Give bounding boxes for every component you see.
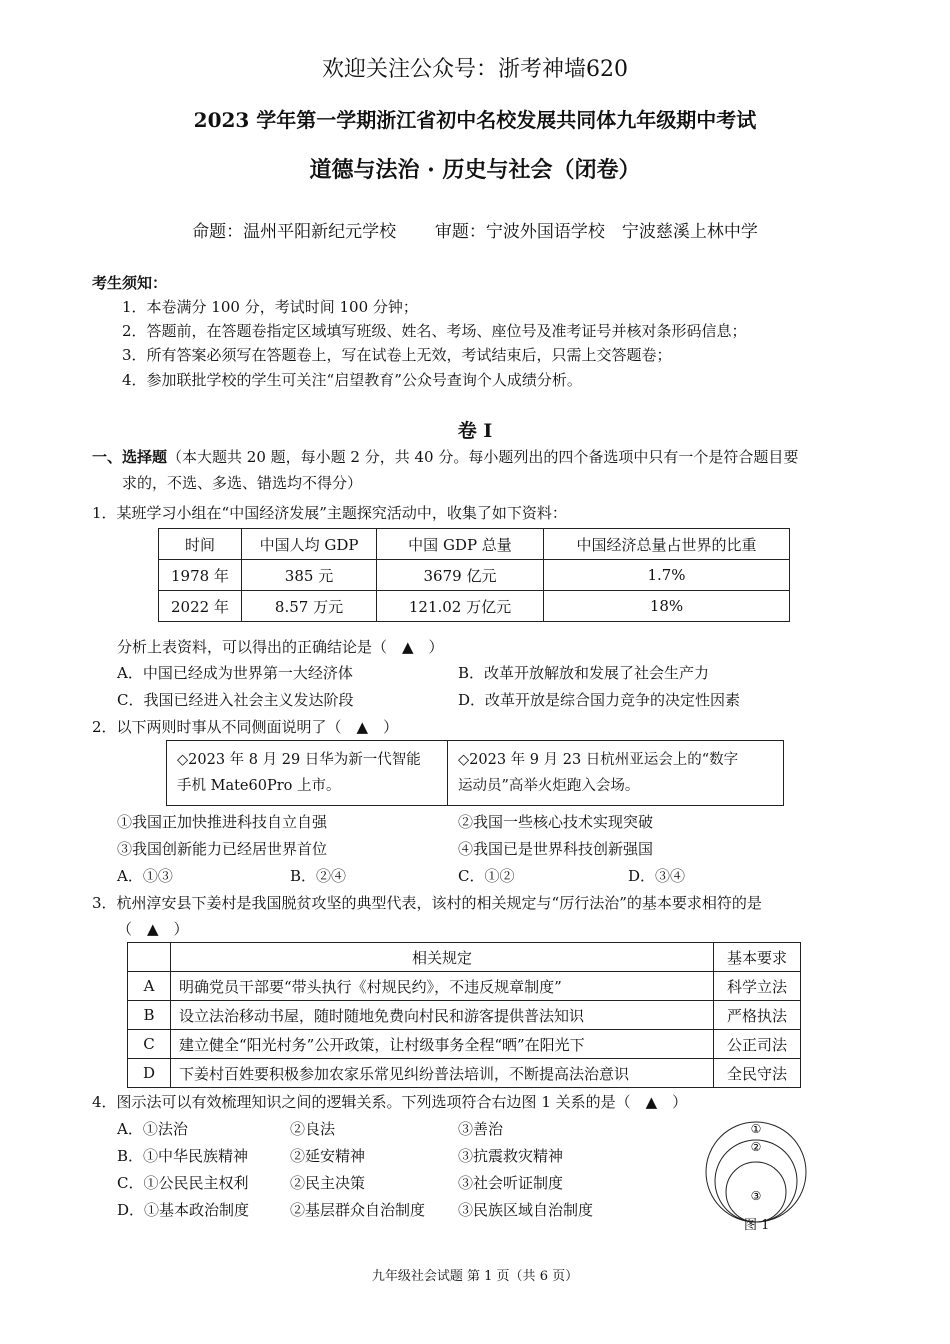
q1-cell: 1978 年 xyxy=(159,560,242,591)
volume-label: 卷 Ⅰ xyxy=(457,420,493,442)
q1-option-c: C．我国已经进入社会主义发达阶段 xyxy=(117,691,354,709)
notice-item: 4．参加联批学校的学生可关注“启望教育”公众号查询个人成绩分析。 xyxy=(122,371,582,389)
q3-cell: 全民守法 xyxy=(714,1059,801,1088)
q2-option-a: A．①③ xyxy=(117,867,173,885)
q2-statement: ①我国正加快推进科技自立自强 xyxy=(117,813,328,831)
q1-cell: 1.7% xyxy=(544,560,790,591)
q2-statement: ③我国创新能力已经居世界首位 xyxy=(117,840,328,858)
figure-caption: 图 1 xyxy=(744,1218,770,1233)
notice-item: 3．所有答案必须写在答题卷上，写在试卷上无效，考试结束后，只需上交答题卷； xyxy=(122,346,672,364)
q4-option-d-1: D．①基本政治制度 xyxy=(117,1201,250,1219)
notice-item: 1．本卷满分 100 分，考试时间 100 分钟； xyxy=(122,298,418,316)
q2-news-2-line1: ◇2023 年 9 月 23 日杭州亚运会上的“数字 xyxy=(458,752,739,768)
q3-cell: 建立健全“阳光村务”公开政策，让村级事务全程“晒”在阳光下 xyxy=(171,1030,714,1059)
q3-header: 基本要求 xyxy=(714,943,801,972)
q1-cell: 121.02 万亿元 xyxy=(377,591,544,622)
q2-option-b: B．②④ xyxy=(290,867,347,885)
q3-cell: 明确党员干部要“带头执行《村规民约》，不违反规章制度” xyxy=(171,972,714,1001)
q4-option-b-1: B．①中华民族精神 xyxy=(117,1147,249,1165)
q1-option-b: B．改革开放解放和发展了社会生产力 xyxy=(458,664,710,682)
q1-option-a: A．中国已经成为世界第一大经济体 xyxy=(117,664,353,682)
q1-stem: 1．某班学习小组在“中国经济发展”主题探究活动中，收集了如下资料： xyxy=(92,504,567,522)
q2-statement: ②我国一些核心技术实现突破 xyxy=(458,813,654,831)
q4-option-a-1: A．①法治 xyxy=(117,1120,188,1138)
proposer: 命题：温州平阳新纪元学校 xyxy=(192,222,397,242)
q3-stem-cont: （ ▲ ） xyxy=(117,920,189,938)
q4-option-c-2: ②民主决策 xyxy=(290,1174,366,1192)
notice-heading: 考生须知： xyxy=(92,274,168,292)
exam-title: 2023 学年第一学期浙江省初中名校发展共同体九年级期中考试 xyxy=(193,108,757,132)
q2-news-table xyxy=(166,740,784,806)
section-desc: （本大题共 20 题，每小题 2 分，共 40 分。每小题列出的四个备选项中只有一个是符合题目要 xyxy=(167,448,799,466)
q1-cell: 18% xyxy=(544,591,790,622)
q1-header: 中国人均 GDP xyxy=(242,529,377,560)
q2-option-c: C．①② xyxy=(458,867,515,885)
q3-cell: C xyxy=(128,1030,171,1059)
watermark: 欢迎关注公众号：浙考神墙620 xyxy=(322,57,628,82)
q4-option-b-3: ③抗震救灾精神 xyxy=(458,1147,564,1165)
q3-cell: D xyxy=(128,1059,171,1088)
q1-header: 时间 xyxy=(159,529,242,560)
q1-question: 分析上表资料，可以得出的正确结论是（ ▲ ） xyxy=(117,638,444,656)
q3-stem: 3．杭州淳安县下姜村是我国脱贫攻坚的典型代表，该村的相关规定与“厉行法治”的基本要求相符的是 xyxy=(92,894,762,912)
q1-cell: 2022 年 xyxy=(159,591,242,622)
q2-statement: ④我国已是世界科技创新强国 xyxy=(458,840,654,858)
q1-cell: 385 元 xyxy=(242,560,377,591)
q1-header: 中国 GDP 总量 xyxy=(377,529,544,560)
exam-subtitle: 道德与法治 · 历史与社会（闭卷） xyxy=(309,157,641,183)
notice-item: 2．答题前，在答题卷指定区域填写班级、姓名、考场、座位号及准考证号并核对条形码信息； xyxy=(122,322,747,340)
q2-news-1-line1: ◇2023 年 8 月 29 日华为新一代智能 xyxy=(177,752,421,768)
section-header xyxy=(92,446,798,467)
q2-news-1 xyxy=(167,741,448,806)
q3-cell: B xyxy=(128,1001,171,1030)
q1-table xyxy=(158,528,790,622)
section-desc-2: 求的，不选、多选、错选均不得分） xyxy=(122,474,363,492)
q1-cell: 8.57 万元 xyxy=(242,591,377,622)
q3-cell: A xyxy=(128,972,171,1001)
q4-option-c-3: ③社会听证制度 xyxy=(458,1174,564,1192)
q2-news-2-line2: 运动员”高举火炬跑入会场。 xyxy=(458,778,640,794)
authors xyxy=(0,217,950,242)
q4-option-a-2: ②良法 xyxy=(290,1120,336,1138)
q2-stem: 2．以下两则时事从不同侧面说明了（ ▲ ） xyxy=(92,718,399,736)
q4-option-c-1: C．①公民民主权利 xyxy=(117,1174,249,1192)
q4-option-d-2: ②基层群众自治制度 xyxy=(290,1201,426,1219)
q2-news-2 xyxy=(448,741,784,806)
figure-label: ① xyxy=(750,1122,762,1136)
q1-option-d: D．改革开放是综合国力竞争的决定性因素 xyxy=(458,691,741,709)
figure-label: ② xyxy=(750,1140,762,1154)
q4-option-a-3: ③善治 xyxy=(458,1120,504,1138)
q3-cell: 下姜村百姓要积极参加农家乐常见纠纷普法培训，不断提高法治意识 xyxy=(171,1059,714,1088)
q2-news-1-line2: 手机 Mate60Pro 上市。 xyxy=(177,778,341,794)
q3-header xyxy=(128,943,171,972)
q4-stem: 4．图示法可以有效梳理知识之间的逻辑关系。下列选项符合右边图 1 关系的是（ ▲ ） xyxy=(92,1093,688,1111)
q3-cell: 科学立法 xyxy=(714,972,801,1001)
q2-option-d: D．③④ xyxy=(628,867,686,885)
q3-table xyxy=(127,942,801,1088)
figure-label: ③ xyxy=(750,1189,762,1203)
q3-header: 相关规定 xyxy=(171,943,714,972)
circle-outer xyxy=(706,1122,806,1222)
q3-cell: 设立法治移动书屋，随时随地免费向村民和游客提供普法知识 xyxy=(171,1001,714,1030)
q4-option-d-3: ③民族区域自治制度 xyxy=(458,1201,594,1219)
reviewer: 审题：宁波外国语学校 宁波慈溪上林中学 xyxy=(434,222,758,242)
q4-option-b-2: ②延安精神 xyxy=(290,1147,366,1165)
section-label: 一、选择题 xyxy=(92,448,168,466)
q1-cell: 3679 亿元 xyxy=(377,560,544,591)
q3-cell: 严格执法 xyxy=(714,1001,801,1030)
q3-cell: 公正司法 xyxy=(714,1030,801,1059)
q1-header: 中国经济总量占世界的比重 xyxy=(544,529,790,560)
page-footer: 九年级社会试题 第 1 页（共 6 页） xyxy=(371,1269,579,1284)
